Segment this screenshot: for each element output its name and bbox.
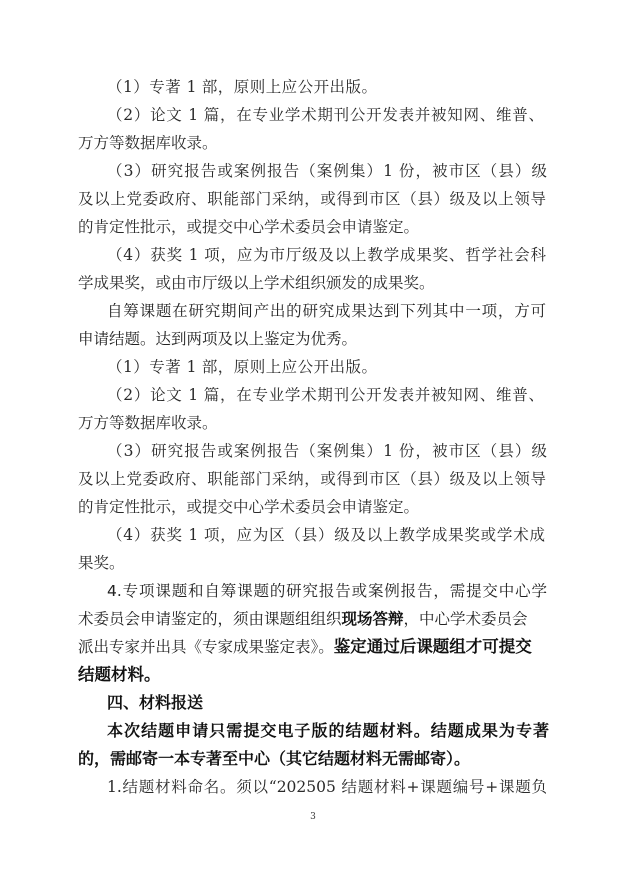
paragraph-line-mixed (78, 609, 548, 629)
section-heading: 四、材料报送 (107, 693, 204, 712)
paragraph-line: 本次结题申请只需提交电子版的结题材料。结题成果为专著 (107, 721, 549, 740)
paragraph-line: 4.专项课题和自筹课题的研究报告或案例报告，需提交中心学 (107, 582, 547, 600)
paragraph-line: 及以上党委政府、职能部门采纳，或得到市区（县）级及以上领导 (78, 190, 546, 208)
paragraph-line: （3）研究报告或案例报告（案例集）1 份，被市区（县）级 (107, 162, 547, 180)
paragraph-line: 的肯定性批示，或提交中心学术委员会申请鉴定。 (78, 218, 420, 236)
paragraph-line: 的肯定性批示，或提交中心学术委员会申请鉴定。 (78, 498, 420, 516)
paragraph-line: （1）专著 1 部，原则上应公开出版。 (107, 78, 377, 96)
text-run: 派出专家并出具《专家成果鉴定表》。 (78, 638, 334, 656)
paragraph-line-mixed (78, 637, 548, 657)
paragraph-line: 自筹课题在研究期间产出的研究成果达到下列其中一项，方可 (107, 302, 546, 320)
bold-text-run: 现场答辩 (341, 610, 404, 628)
text-run: 术委员会申请鉴定的，须由课题组组织 (78, 610, 342, 628)
paragraph-line: 万方等数据库收录。 (78, 134, 218, 152)
page-number: 3 (310, 812, 316, 822)
paragraph-line: （2）论文 1 篇，在专业学术期刊公开发表并被知网、维普、 (107, 386, 544, 404)
paragraph-line: （3）研究报告或案例报告（案例集）1 份，被市区（县）级 (107, 442, 547, 460)
paragraph-line: （4）获奖 1 项，应为市厅级及以上教学成果奖、哲学社会科 (107, 246, 546, 264)
paragraph-line: （1）专著 1 部，原则上应公开出版。 (107, 358, 377, 376)
paragraph-line: 的，需邮寄一本专著至中心（其它结题材料无需邮寄）。 (78, 749, 471, 768)
paragraph-line: 结题材料。 (78, 665, 161, 684)
paragraph-line: 及以上党委政府、职能部门采纳，或得到市区（县）级及以上领导 (78, 470, 546, 488)
paragraph-line: 果奖。 (78, 554, 125, 572)
paragraph-line: 1.结题材料命名。须以“202505 结题材料+课题编号+课题负 (107, 778, 547, 796)
paragraph-line: （4）获奖 1 项，应为区（县）级及以上教学成果奖或学术成 (107, 526, 545, 544)
paragraph-line: 学成果奖，或由市厅级以上学术组织颁发的成果奖。 (78, 274, 435, 292)
text-run: ，中心学术委员会 (403, 610, 528, 628)
paragraph-line: 万方等数据库收录。 (78, 414, 218, 432)
paragraph-line: （2）论文 1 篇，在专业学术期刊公开发表并被知网、维普、 (107, 106, 544, 124)
bold-text-run: 鉴定通过后课题组才可提交 (333, 637, 532, 656)
paragraph-line: 申请结题。达到两项及以上鉴定为优秀。 (78, 330, 358, 348)
